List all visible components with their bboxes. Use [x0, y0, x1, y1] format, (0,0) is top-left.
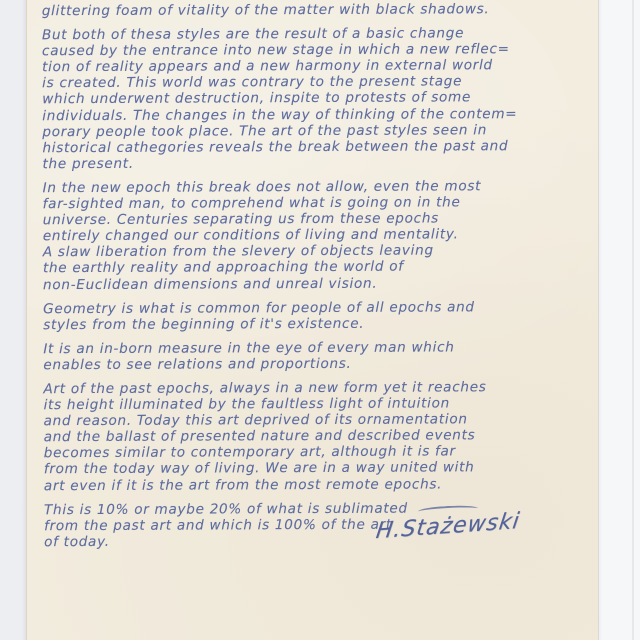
backdrop-edge-line	[632, 0, 634, 640]
manuscript-paragraph	[43, 298, 591, 333]
manuscript-line: universe. Centuries separating us from these epochs	[42, 210, 439, 229]
manuscript-page	[26, 0, 598, 640]
manuscript-paragraph	[43, 379, 591, 494]
manuscript-line: historical cathegories reveals the break between the past and	[42, 137, 509, 156]
manuscript-line: far-sighted man, to comprehend what is going on in the	[42, 194, 461, 213]
manuscript-line: and the ballast of presented nature and described events	[43, 427, 476, 446]
manuscript-line: Geometry is what is common for people of all epochs and	[43, 298, 475, 317]
manuscript-line: enables to see relations and proportions.	[43, 355, 352, 374]
manuscript-line: individuals. The changes in the way of thinking of the contem=	[42, 105, 518, 124]
manuscript-paragraph	[43, 178, 591, 293]
manuscript-line: its height illuminated by the faultless light of intuition	[43, 395, 451, 414]
manuscript-paragraph	[42, 25, 591, 172]
artist-signature: H.Stażewski	[374, 508, 522, 545]
manuscript-line: art even if it is the art from the most remote epochs.	[43, 475, 443, 494]
manuscript-line: Art of the past epochs, always in a new form yet it reaches	[43, 379, 487, 398]
manuscript-line: In the new epoch this break does not allow, even the most	[42, 178, 482, 197]
manuscript-line: of today.	[44, 533, 110, 551]
manuscript-line: becomes similar to contemporary art, although it is far	[43, 443, 456, 462]
manuscript-line: But both of thesa styles are the result of a basic change	[41, 25, 465, 44]
manuscript-line: is created. This world was contrary to the present stage	[42, 73, 463, 92]
manuscript-line: caused by the entrance into new stage in which a new reflec=	[41, 41, 510, 60]
manuscript-line: It is an in-born measure in the eye of every man which	[43, 339, 455, 357]
manuscript-line: from the today way of living. We are in a way united with	[43, 459, 475, 478]
manuscript-line: the present.	[42, 155, 134, 173]
manuscript-line: tion of reality appears and a new harmony in external world	[42, 57, 493, 76]
manuscript-line: and reason. Today this art deprived of its ornamentation	[43, 411, 468, 430]
manuscript-line: porary people took place. The art of the past styles seen in	[42, 121, 488, 140]
manuscript-line: non-Euclidean dimensions and unreal vision.	[42, 275, 378, 293]
manuscript-line: This is 10% or maybe 20% of what is sublimated	[43, 500, 408, 518]
manuscript-paragraph	[42, 1, 590, 19]
manuscript-line: from the past art and which is 100% of the art	[44, 516, 392, 534]
manuscript-line: A slaw liberation from the slevery of objects leaving	[42, 242, 434, 261]
manuscript-line: the earthly reality and approaching the world of	[42, 259, 404, 277]
manuscript-line: entirely changed our conditions of living and mentality.	[42, 226, 459, 245]
backdrop-right-strip	[598, 0, 640, 640]
manuscript-line: which underwent destruction, inspite to protests of some	[42, 89, 472, 108]
manuscript-paragraph	[43, 339, 591, 374]
manuscript-line: styles from the beginning of it's existence.	[43, 315, 365, 333]
manuscript-text	[42, 1, 592, 558]
manuscript-line: glittering foam of vitality of the matter with black shadows.	[41, 1, 490, 20]
